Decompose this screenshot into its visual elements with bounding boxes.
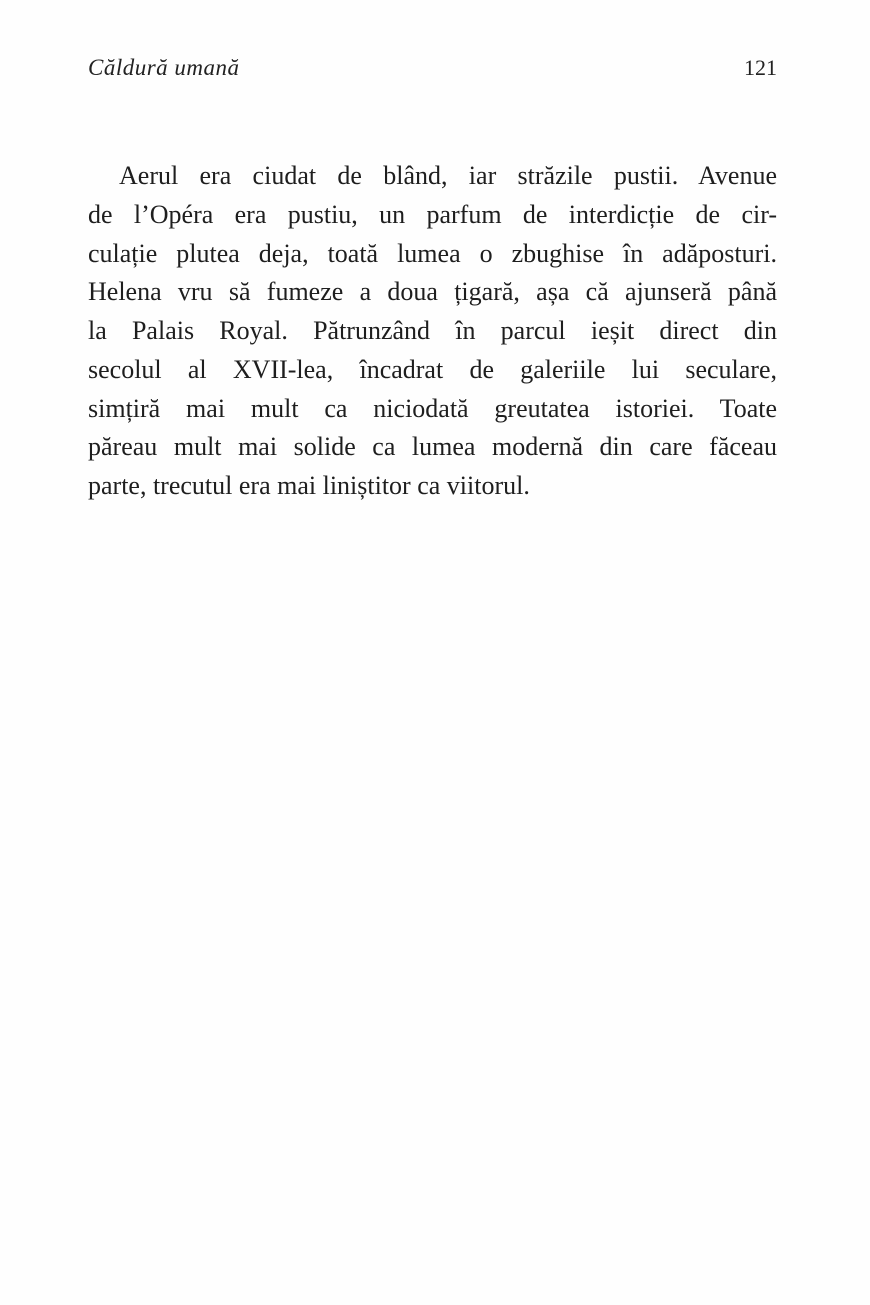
text-line: păreau mult mai solide ca lumea modernă din care făceau: [88, 432, 777, 462]
page-number: 121: [744, 55, 777, 80]
page-header: [88, 55, 777, 81]
text-line: simțiră mai mult ca niciodată greutatea istoriei. Toate: [88, 393, 777, 423]
text-line: secolul al XVII-lea, încadrat de galeriile lui seculare,: [88, 354, 777, 384]
text-line: parte, trecutul era mai liniștitor ca viitorul.: [88, 471, 530, 500]
body-paragraph: [88, 157, 777, 506]
running-title: Căldură umană: [88, 55, 240, 80]
text-line: Helena vru să fumeze a doua țigară, așa că ajunseră până: [88, 277, 777, 307]
text-line: la Palais Royal. Pătrunzând în parcul ieșit direct din: [88, 316, 777, 345]
text-line: culație plutea deja, toată lumea o zbughise în adăposturi.: [88, 238, 777, 268]
text-line: Aerul era ciudat de blând, iar străzile pustii. Avenue: [119, 161, 777, 190]
text-line: de l’Opéra era pustiu, un parfum de interdicție de cir-: [88, 199, 777, 229]
